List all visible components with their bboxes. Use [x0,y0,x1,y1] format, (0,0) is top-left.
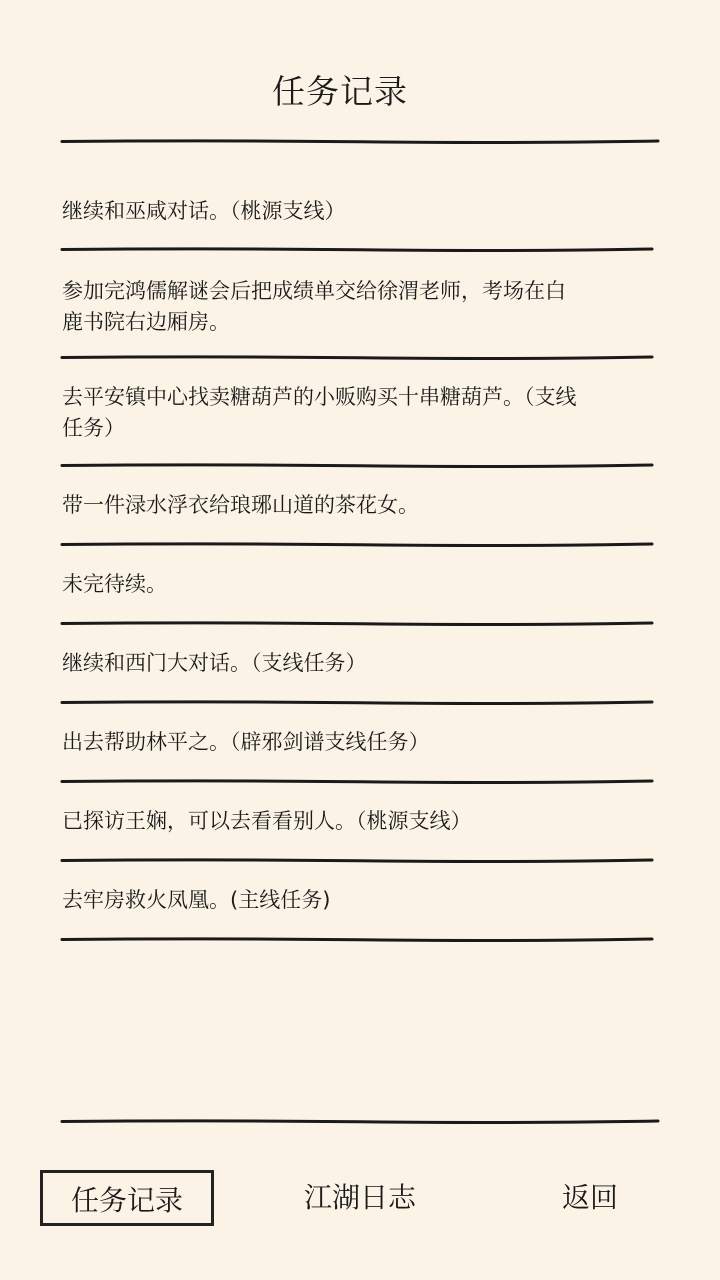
quest-item-7[interactable]: 出去帮助林平之。（辟邪剑谱支线任务） [62,730,430,754]
quest-divider [60,355,652,359]
quest-item-8[interactable]: 已探访王娴，可以去看看别人。（桃源支线） [62,809,472,833]
back-button[interactable]: 返回 [561,1181,618,1214]
quest-divider [60,463,652,467]
footer-divider [60,1119,652,1123]
quest-divider [60,247,652,251]
title-divider [60,139,652,143]
quest-item-2[interactable]: 参加完鸿儒解谜会后把成绩单交给徐渭老师，考场在白鹿书院右边厢房。 [62,279,566,334]
quest-divider [60,937,652,941]
quest-item-5[interactable]: 未完待续。 [62,572,167,596]
tab-quest-log[interactable]: 任务记录 [40,1170,214,1226]
quest-divider [60,621,652,625]
page-title: 任务记录 [272,72,408,111]
bottom-nav [0,1170,720,1230]
quest-divider [60,858,652,862]
quest-divider [60,779,652,783]
quest-divider [60,542,652,546]
quest-item-6[interactable]: 继续和西门大对话。（支线任务） [62,651,367,675]
quest-item-3[interactable]: 去平安镇中心找卖糖葫芦的小贩购买十串糖葫芦。（支线任务） [62,385,577,440]
quest-item-1[interactable]: 继续和巫咸对话。（桃源支线） [62,199,346,223]
quest-item-9[interactable]: 去牢房救火凤凰。(主线任务) [62,888,331,912]
quest-item-4[interactable]: 带一件渌水浮衣给琅琊山道的茶花女。 [62,493,419,517]
quest-divider [60,700,652,704]
tab-journal[interactable]: 江湖日志 [303,1181,416,1214]
